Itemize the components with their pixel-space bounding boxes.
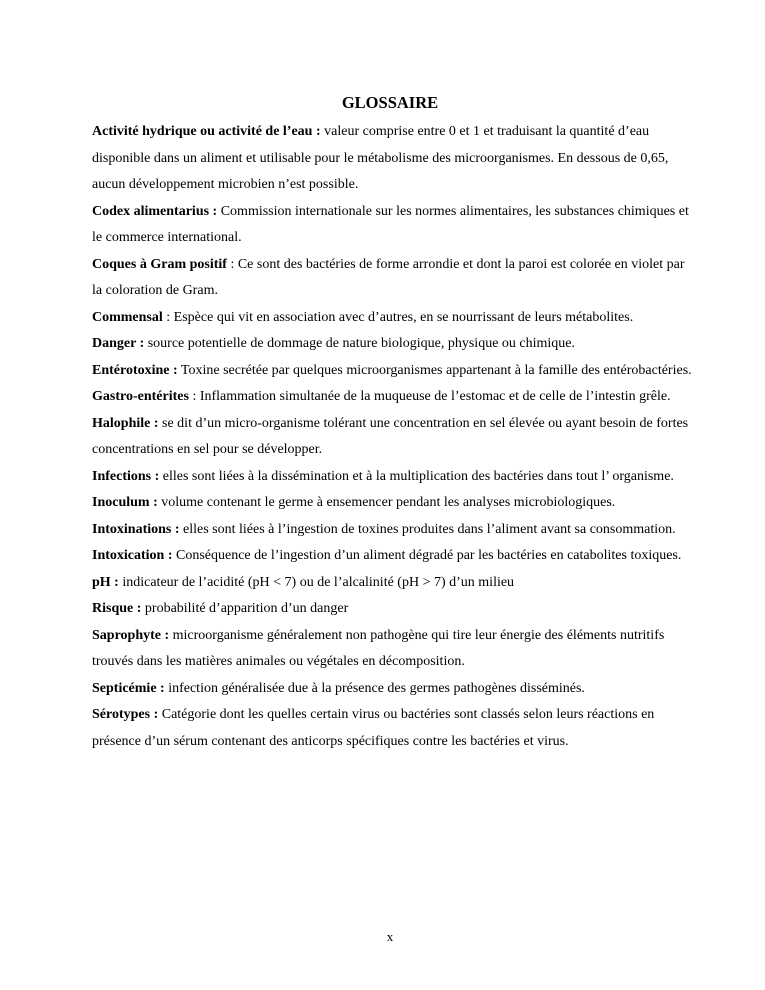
- glossary-entry-intoxication: [92, 543, 696, 570]
- glossary-entry-intoxinations: [92, 517, 696, 544]
- glossary-entry-halophile: [92, 411, 696, 464]
- glossary-definition: source potentielle de dommage de nature biologique, physique ou chimique.: [144, 336, 576, 351]
- glossary-definition: : Espèce qui vit en association avec d’autres, en se nourrissant de leurs métabolites.: [162, 309, 634, 325]
- glossary-term: Infections :: [92, 468, 160, 484]
- glossary-entry-commensal: [92, 305, 696, 332]
- glossary-entry-coques-gram-positif: [92, 252, 696, 305]
- glossary-term: Intoxinations :: [92, 521, 180, 537]
- glossary-definition: probabilité d’apparition d’un danger: [141, 601, 349, 616]
- glossary-definition: elles sont liées à la dissémination et à la multiplication des bactéries dans tout l’ organisme.: [159, 468, 674, 484]
- page-number: x: [386, 929, 394, 944]
- glossary-entry-saprophyte: [92, 623, 696, 676]
- glossary-term: Risque :: [92, 601, 142, 616]
- glossary-term: Septicémie :: [92, 680, 165, 696]
- glossary-definition: Conséquence de l’ingestion d’un aliment dégradé par les bactéries en catabolites toxiques.: [172, 548, 682, 563]
- glossary-entry-serotypes: [92, 702, 696, 755]
- glossary-term: Danger :: [92, 336, 145, 351]
- glossary-term: Codex alimentarius :: [92, 203, 218, 219]
- glossary-definition: Catégorie dont les quelles certain virus ou bactéries sont classés selon leurs réactions en présence d’un sérum contenant des anticorps spécifiques contre les bactéries et virus.: [92, 707, 655, 749]
- glossary-entry-activite-hydrique: [92, 119, 696, 199]
- glossary-entry-risque: [92, 596, 696, 623]
- glossary-definition: Toxine secrétée par quelques microorganismes appartenant à la famille des entérobactéries.: [177, 362, 692, 378]
- glossary-entry-infections: [92, 464, 696, 491]
- glossary-definition: : Ce sont des bactéries de forme arrondie et dont la paroi est colorée en violet par la coloration de Gram.: [92, 256, 685, 298]
- page-title: GLOSSAIRE: [341, 93, 439, 112]
- glossary-entry-codex-alimentarius: [92, 199, 696, 252]
- glossary-term: Intoxication :: [92, 548, 173, 563]
- glossary-definition: indicateur de l’acidité (pH < 7) ou de l’alcalinité (pH > 7) d’un milieu: [118, 574, 515, 590]
- glossary-definition: infection généralisée due à la présence des germes pathogènes disséminés.: [164, 680, 585, 696]
- glossary-definition: volume contenant le germe à ensemencer pendant les analyses microbiologiques.: [157, 495, 616, 510]
- glossary-term: Entérotoxine :: [92, 362, 178, 378]
- glossary-definition: valeur comprise entre 0 et 1 et traduisant la quantité d’eau disponible dans un aliment et utilisable pour le métabolisme des microorganismes. En dessous de 0,65, aucun développement microbien n’est possible.: [92, 124, 669, 192]
- glossary-entry-ph: [92, 570, 696, 597]
- glossary-list: [92, 119, 696, 755]
- glossary-entry-danger: [92, 331, 696, 358]
- glossary-entry-enterotoxine: [92, 358, 696, 385]
- glossary-term: Saprophyte :: [92, 627, 170, 643]
- glossary-term: Halophile :: [92, 415, 159, 431]
- glossary-entry-gastro-enterites: [92, 384, 696, 411]
- glossary-term: Sérotypes :: [92, 707, 159, 722]
- glossary-entry-inoculum: [92, 490, 696, 517]
- glossary-definition: : Inflammation simultanée de la muqueuse de l’estomac et de celle de l’intestin grêle.: [188, 389, 671, 404]
- glossary-entry-septicemie: [92, 676, 696, 703]
- glossary-term: pH :: [92, 574, 119, 590]
- glossary-term: Activité hydrique ou activité de l’eau :: [92, 124, 321, 139]
- glossary-definition: se dit d’un micro-organisme tolérant une concentration en sel élevée ou ayant besoin de fortes concentrations en sel pour se développer.: [92, 415, 689, 457]
- glossary-definition: Commission internationale sur les normes alimentaires, les substances chimiques et le commerce international.: [92, 203, 689, 245]
- glossary-term: Commensal: [92, 309, 163, 325]
- glossary-term: Inoculum :: [92, 495, 158, 510]
- glossary-definition: elles sont liées à l’ingestion de toxines produites dans l’aliment avant sa consommation.: [179, 521, 676, 537]
- glossary-definition: microorganisme généralement non pathogène qui tire leur énergie des éléments nutritifs trouvés dans les matières animales ou végétales en décomposition.: [92, 627, 665, 669]
- glossary-term: Gastro-entérites: [92, 389, 189, 404]
- glossary-term: Coques à Gram positif: [92, 256, 227, 272]
